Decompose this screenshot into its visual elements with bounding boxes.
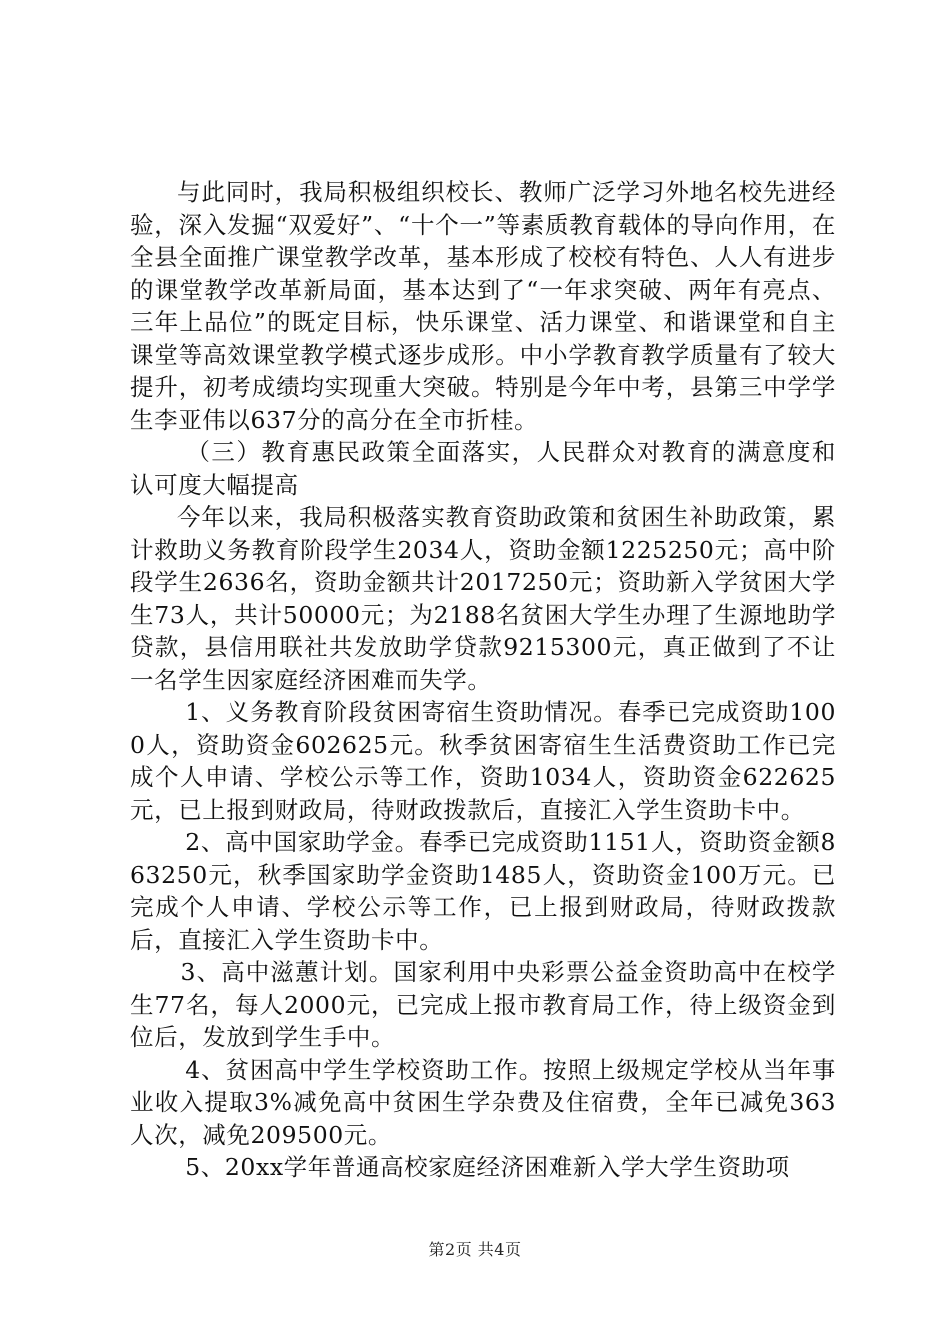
list-item-university-freshman-aid: 5、20xx学年普通高校家庭经济困难新入学大学生资助项 xyxy=(185,1153,790,1181)
list-item-high-school-grant: 2、高中国家助学金。春季已完成资助1151人，资助资金额863250元，秋季国家助学金资助1485人，资助资金100万元。已完成个人申请、学校公示等工作，已上报到财政局，待财政拨款后，直接汇入学生资助卡中。 xyxy=(130,828,836,954)
document-body xyxy=(130,176,836,1184)
list-item-compulsory-boarding-aid: 1、义务教育阶段贫困寄宿生资助情况。春季已完成资助1000人，资助资金602625元。秋季贫困寄宿生生活费资助工作已完成个人申请、学校公示等工作，资助1034人，资助资金622625元，已上报到财政局，待财政拨款后，直接汇入学生资助卡中。 xyxy=(130,698,836,824)
paragraph-teaching-reform: 与此同时，我局积极组织校长、教师广泛学习外地名校先进经验，深入发掘“双爱好”、“十个一”等素质教育载体的导向作用，在全县全面推广课堂教学改革，基本形成了校校有特色、人人有进步的课堂教学改革新局面，基本达到了“一年求突破、两年有亮点、三年上品位”的既定目标，快乐课堂、活力课堂、和谐课堂和自主课堂等高效课堂教学模式逐步成形。中小学教育教学质量有了较大提升，初考成绩均实现重大突破。特别是今年中考，县第三中学学生李亚伟以637分的高分在全市折桂。 xyxy=(130,178,836,434)
page-number-footer: 第2页 共4页 xyxy=(428,1240,522,1259)
section-heading-education-policy: （三）教育惠民政策全面落实，人民群众对教育的满意度和认可度大幅提高 xyxy=(130,438,836,499)
list-item-zihui-plan: 3、高中滋蕙计划。国家利用中央彩票公益金资助高中在校学生77名，每人2000元，已完成上报市教育局工作，待上级资金到位后，发放到学生手中。 xyxy=(130,958,836,1051)
paragraph-funding-summary: 今年以来，我局积极落实教育资助政策和贫困生补助政策，累计救助义务教育阶段学生2034人，资助金额1225250元；高中阶段学生2636名，资助金额共计2017250元；资助新入学贫困大学生73人，共计50000元；为2188名贫困大学生办理了生源地助学贷款，县信用联社共发放助学贷款9215300元，真正做到了不让一名学生因家庭经济困难而失学。 xyxy=(130,503,836,694)
list-item-school-aid: 4、贫困高中学生学校资助工作。按照上级规定学校从当年事业收入提取3%减免高中贫困生学杂费及住宿费，全年已减免363人次，减免209500元。 xyxy=(130,1055,836,1149)
